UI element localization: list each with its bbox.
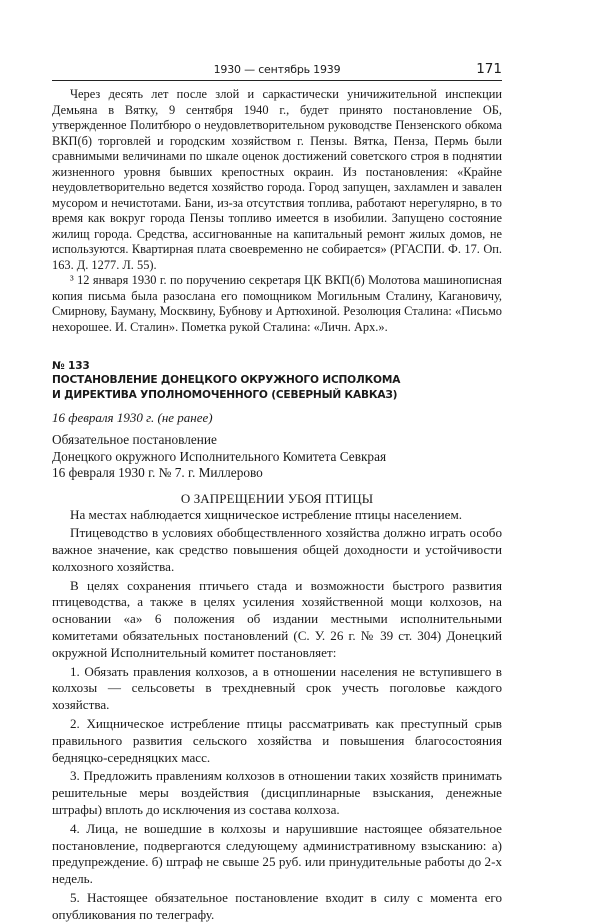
body-paragraph: В целях сохранения птичьего стада и возможности быстрого развития птицеводства, а также в целях усиления хозяйственной мощи колхозов, на основании «а» 6 положения об издании местными исполнительными комитетами обязательных постановлений (С. У. 26 г. № 39 ст. 304) Донецкий окружной Исполнительный комитет постановляет:	[52, 577, 502, 660]
resolution-item-5: 5. Настоящее обязательное постановление входит в силу с момента его опубликования по телеграфу.	[52, 890, 502, 922]
resolution-item-2: 2. Хищническое истребление птицы рассматривать как преступный срыв правильного развития сельского хозяйства и повышения благосостояния бедняцко-середняцких масс.	[52, 716, 502, 765]
document-title-line-1: ПОСТАНОВЛЕНИЕ ДОНЕЦКОГО ОКРУЖНОГО ИСПОЛКОМА	[52, 374, 401, 386]
running-head-title: 1930 — сентябрь 1939	[213, 63, 341, 76]
resolution-item-3: 3. Предложить правлениям колхозов в отношении таких хозяйств принимать решительные меры воздействия (дисциплинарные взыскания, денежные штрафы) вплоть до исключения из состава колхоза.	[52, 768, 502, 818]
document-date: 16 февраля 1930 г. (не ранее)	[52, 410, 213, 425]
preamble-line: Обязательное постановление	[52, 432, 217, 447]
page-number: 171	[476, 61, 502, 77]
resolution-body	[52, 507, 502, 924]
running-head	[52, 62, 502, 81]
document-number: № 133	[52, 360, 90, 372]
body-paragraph: На местах наблюдается хищническое истребление птицы населением.	[70, 506, 463, 522]
resolution-item-4: 4. Лица, не вошедшие в колхозы и нарушившие настоящее обязательное постановление, подвергаются следующему административному взысканию: а) предупреждение. б) штраф не свыше 25 руб. или принудительные работы до 2-х недель.	[52, 820, 502, 887]
document-title-line-2: И ДИРЕКТИВА УПОЛНОМОЧЕННОГО (СЕВЕРНЫЙ КАВКАЗ)	[52, 388, 398, 401]
footnotes	[52, 87, 502, 335]
footnote-3: ³ 12 января 1930 г. по поручению секретаря ЦК ВКП(б) Молотова машинописная копия письма была разослана его помощником Могильным Сталину, Кагановичу, Смирнову, Бауману, Москвину, Бубнову и Артюхиной. Резолюция Сталина: «Письмо нехорошее. И. Сталин». Пометка рукой Сталина: «Личн. Арх.».	[52, 273, 502, 334]
preamble-line: 16 февраля 1930 г. № 7. г. Миллерово	[52, 465, 263, 480]
footnote-continued: Через десять лет после злой и саркастически уничижительной инспекции Демьяна в Вятку, 9 сентября 1940 г., будет принято постановление ОБ, утвержденное Политбюро о неудовлетворительном руководстве Пензенского обкома ВКП(б) торговлей и городским хозяйством г. Пензы. Вятка, Пенза, Пермь были сравнимыми величинами по шкале оценок достижений советского строя в поднятии жизненного уровня бывших крепостных окраин. Из постановления: «Крайне неудовлетворительно ведется хозяйство города. Город запущен, захламлен и завален мусором и нечистотами. Бани, из-за отсутствия топлива, работают нерегулярно, в то время как вокруг города Пензы топливо имеется в изобилии. Запущено состояние жилищ города. Средства, ассигнованные на капитальный ремонт жилых домов, не используются. Квартирная плата своевременно не собирается» (РГАСПИ. Ф. 17. Оп. 163. Д. 1277. Л. 55).	[52, 87, 502, 272]
document-preamble	[52, 432, 502, 482]
book-page	[52, 62, 502, 924]
body-paragraph: Птицеводство в условиях обобществленного хозяйства должно играть особо важное значение, как средство повышения общей доходности и устойчивости колхозного хозяйства.	[52, 525, 502, 574]
resolution-item-1: 1. Обязать правления колхозов, а в отношении населения не вступившего в колхозы — сельсоветы в трехдневный срок учесть поголовье каждого хозяйства.	[52, 663, 502, 713]
preamble-line: Донецкого окружного Исполнительного Комитета Севкрая	[52, 448, 387, 464]
resolution-heading: О ЗАПРЕЩЕНИИ УБОЯ ПТИЦЫ	[180, 490, 374, 506]
